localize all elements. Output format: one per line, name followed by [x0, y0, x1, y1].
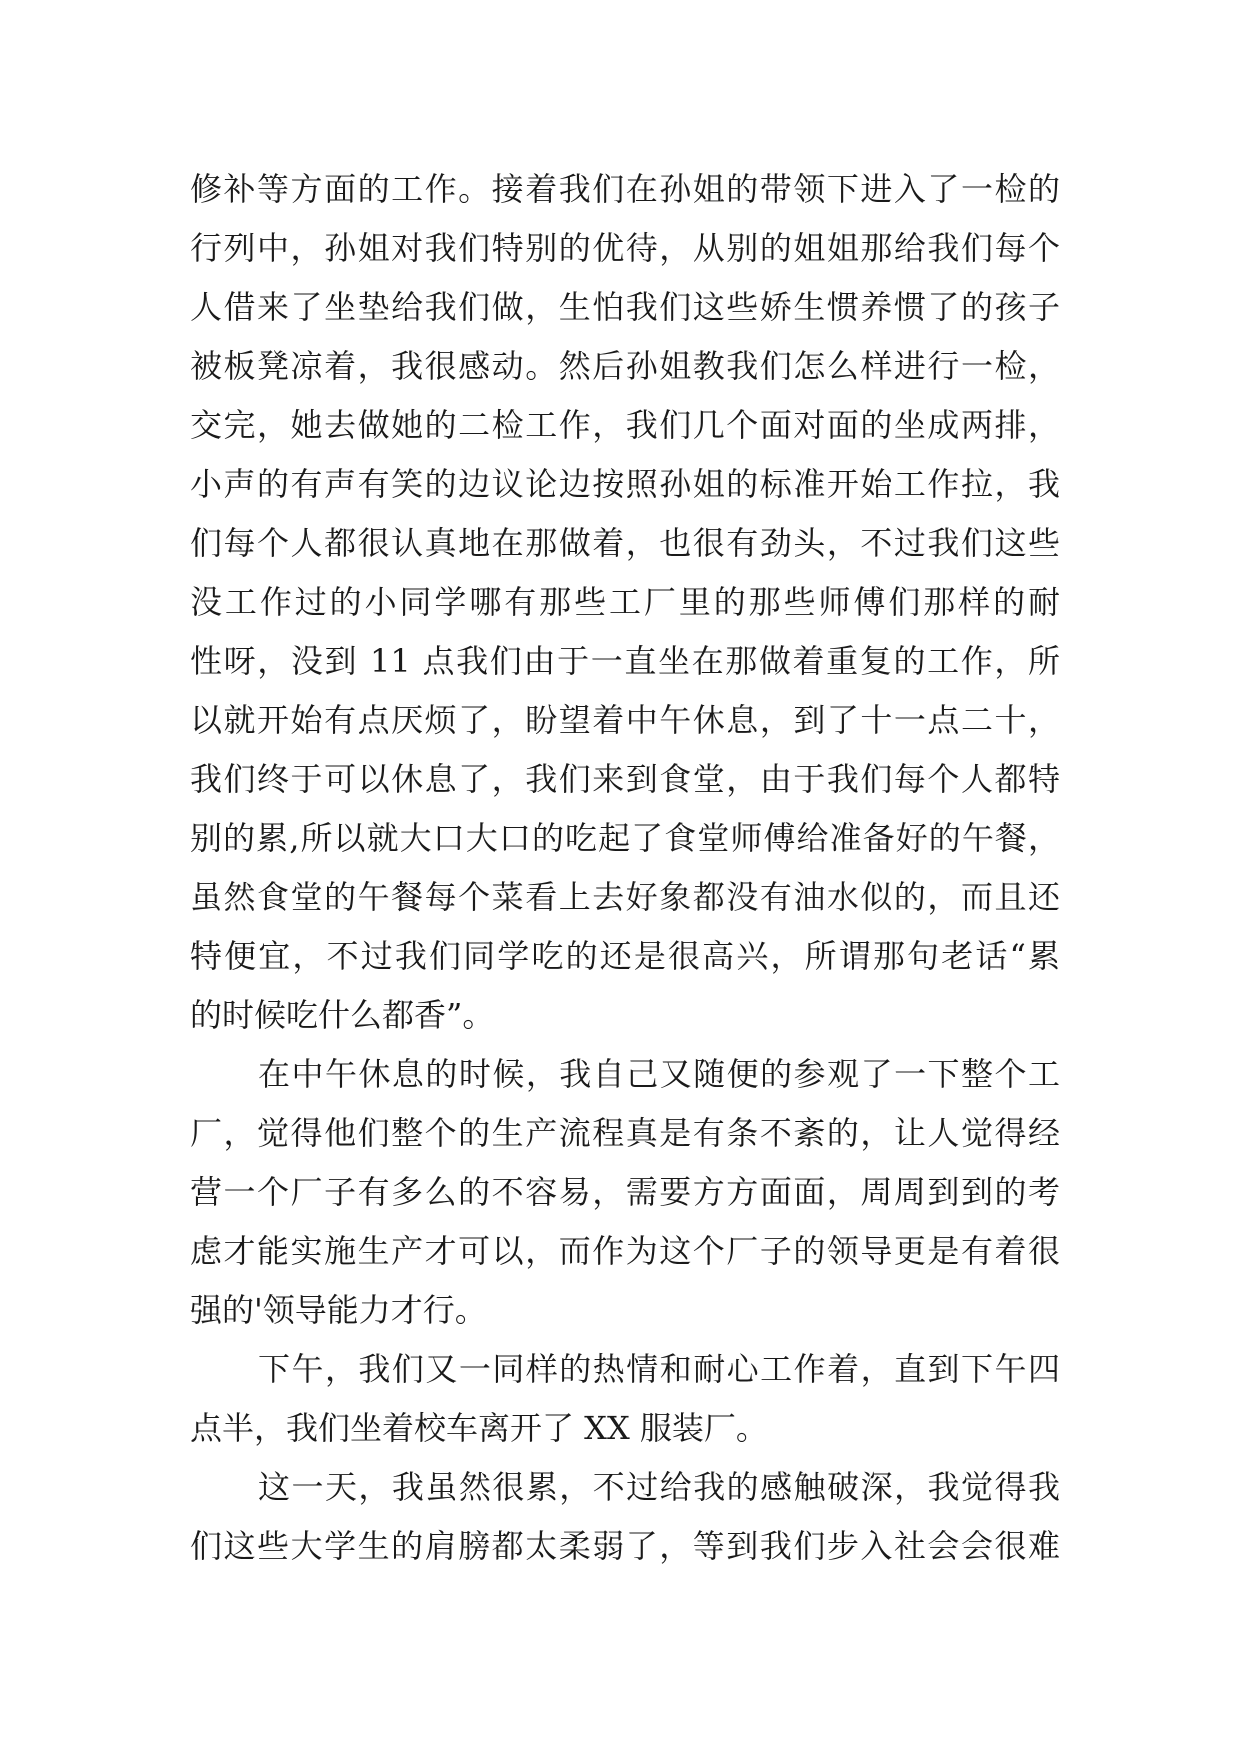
- text-line: 们这些大学生的肩膀都太柔弱了，等到我们步入社会会很难: [190, 1527, 1060, 1565]
- text-line: 们每个人都很认真地在那做着，也很有劲头，不过我们这些: [190, 524, 1060, 562]
- text-line: 特便宜，不过我们同学吃的还是很高兴，所谓那句老话“累: [190, 937, 1060, 975]
- text-line: 点半，我们坐着校车离开了 XX 服装厂。: [190, 1409, 768, 1447]
- text-line: 以就开始有点厌烦了，盼望着中午休息，到了十一点二十，: [190, 701, 1060, 739]
- text-line: 虽然食堂的午餐每个菜看上去好象都没有油水似的，而且还: [190, 878, 1060, 916]
- text-line: 厂，觉得他们整个的生产流程真是有条不紊的，让人觉得经: [190, 1114, 1060, 1152]
- text-line: 小声的有声有笑的边议论边按照孙姐的标准开始工作拉，我: [190, 465, 1060, 503]
- text-line: 行列中，孙姐对我们特别的优待，从别的姐姐那给我们每个: [190, 229, 1060, 267]
- text-line: 的时候吃什么都香”。: [190, 996, 495, 1034]
- document-body: [190, 160, 1060, 1576]
- text-line: 虑才能实施生产才可以，而作为这个厂子的领导更是有着很: [190, 1232, 1060, 1270]
- text-line: 没工作过的小同学哪有那些工厂里的那些师傅们那样的耐: [190, 583, 1060, 621]
- text-line: 别的累,所以就大口大口的吃起了食堂师傅给准备好的午餐，: [190, 819, 1060, 857]
- text-line: 我们终于可以休息了，我们来到食堂，由于我们每个人都特: [190, 760, 1060, 798]
- text-line: 性呀，没到 11 点我们由于一直坐在那做着重复的工作，所: [190, 642, 1060, 680]
- text-line: 这一天，我虽然很累，不过给我的感触破深，我觉得我: [258, 1468, 1060, 1506]
- text-line: 营一个厂子有多么的不容易，需要方方面面，周周到到的考: [190, 1173, 1060, 1211]
- text-line: 下午，我们又一同样的热情和耐心工作着，直到下午四: [258, 1350, 1060, 1388]
- text-line: 修补等方面的工作。接着我们在孙姐的带领下进入了一检的: [190, 170, 1060, 208]
- text-line: 交完，她去做她的二检工作，我们几个面对面的坐成两排，: [190, 406, 1060, 444]
- text-line: 被板凳凉着，我很感动。然后孙姐教我们怎么样进行一检，: [190, 347, 1060, 385]
- text-line: 人借来了坐垫给我们做，生怕我们这些娇生惯养惯了的孩子: [190, 288, 1060, 326]
- text-line: 在中午休息的时候，我自己又随便的参观了一下整个工: [258, 1055, 1060, 1093]
- text-line: 强的'领导能力才行。: [190, 1291, 487, 1329]
